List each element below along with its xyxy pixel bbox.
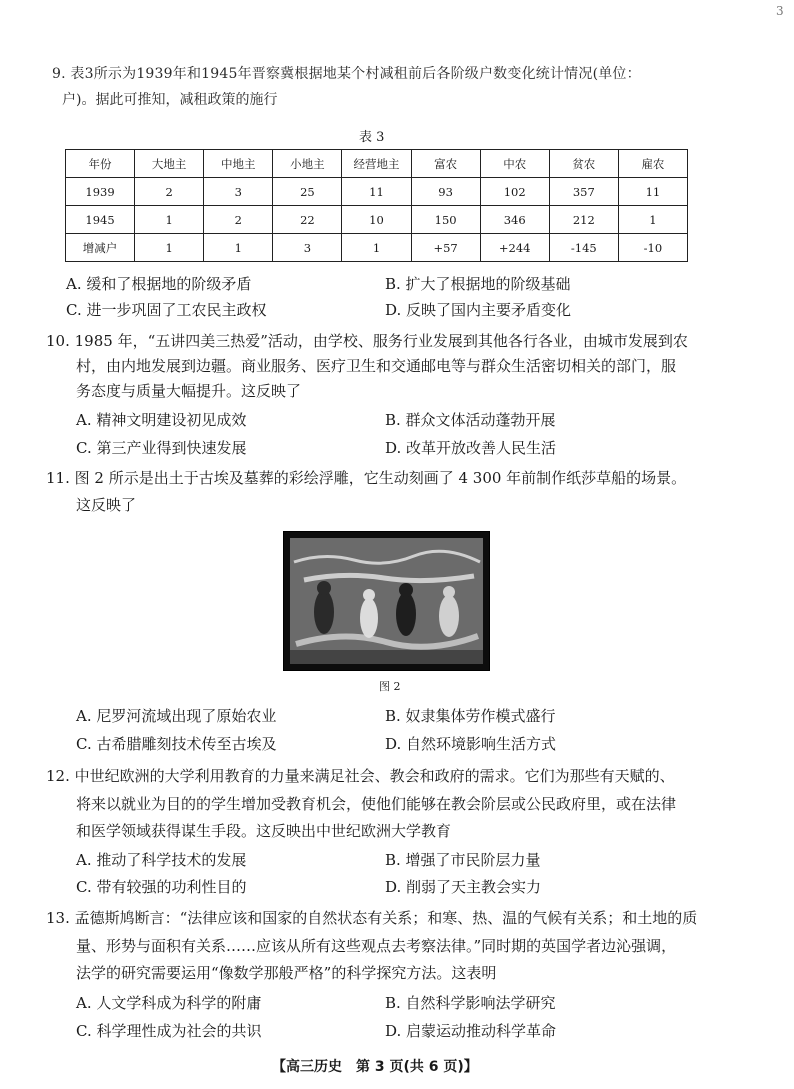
table-cell: 2 <box>135 178 204 206</box>
table-caption: 表 3 <box>359 130 385 145</box>
table-header-cell: 贫农 <box>549 150 618 178</box>
q10-stem-line3: 务态度与质量大幅提升。这反映了 <box>76 382 302 400</box>
table-cell: 1 <box>204 234 273 262</box>
q9-option-d[interactable]: D. 反映了国内主要矛盾变化 <box>385 301 572 319</box>
relief-figure <box>283 531 490 671</box>
q13-stem-line2: 量、形势与面积有关系……应该从所有这些观点去考察法律。”同时期的英国学者边沁强调， <box>76 937 677 955</box>
table-cell: 150 <box>411 206 480 234</box>
table-header-cell: 中农 <box>480 150 549 178</box>
table-cell: -145 <box>549 234 618 262</box>
table-header-cell: 中地主 <box>204 150 273 178</box>
q11-stem-line2: 这反映了 <box>76 496 137 514</box>
table-cell: 1 <box>135 234 204 262</box>
table-header-cell: 富农 <box>411 150 480 178</box>
q13-option-b[interactable]: B. 自然科学影响法学研究 <box>385 994 556 1012</box>
table-cell: 22 <box>273 206 342 234</box>
table-cell: 93 <box>411 178 480 206</box>
table-cell: 1 <box>618 206 687 234</box>
page-footer: 【高三历史 第 3 页(共 6 页)】 <box>272 1059 478 1075</box>
table-header-cell: 大地主 <box>135 150 204 178</box>
q11-option-a[interactable]: A. 尼罗河流域出现了原始农业 <box>76 707 277 725</box>
q9-stem-line2: 户)。据此可推知，减租政策的施行 <box>62 92 278 108</box>
table-header-cell: 年份 <box>66 150 135 178</box>
table-header-cell: 雇农 <box>618 150 687 178</box>
q9-stem-line1: 9. 表3所示为1939年和1945年晋察冀根据地某个村减租前后各阶级户数变化统计情况(单位： <box>52 66 641 82</box>
corner-mark: 3 <box>776 4 784 18</box>
table-row <box>66 178 688 206</box>
table-row <box>66 234 688 262</box>
q12-stem-line2: 将来以就业为目的的学生增加受教育机会，使他们能够在教会阶层或公民政府里，或在法律 <box>76 795 677 813</box>
relief-image <box>284 532 489 670</box>
q9-option-a[interactable]: A. 缓和了根据地的阶级矛盾 <box>66 275 252 293</box>
q10-stem-line2: 村，由内地发展到边疆。商业服务、医疗卫生和交通邮电等与群众生活密切相关的部门，服 <box>76 357 677 375</box>
table-cell: 1945 <box>66 206 135 234</box>
table-cell: 357 <box>549 178 618 206</box>
q12-option-d[interactable]: D. 削弱了天主教会实力 <box>385 878 542 896</box>
q9-option-c[interactable]: C. 进一步巩固了工农民主政权 <box>66 301 267 319</box>
table-header-cell: 小地主 <box>273 150 342 178</box>
q10-option-a[interactable]: A. 精神文明建设初见成效 <box>76 411 247 429</box>
table-cell: +244 <box>480 234 549 262</box>
table-cell: 212 <box>549 206 618 234</box>
q12-stem-line1: 12. 中世纪欧洲的大学利用教育的力量来满足社会、教会和政府的需求。它们为那些有天赋的、 <box>46 767 675 785</box>
q13-option-c[interactable]: C. 科学理性成为社会的共识 <box>76 1022 262 1040</box>
table-cell: 346 <box>480 206 549 234</box>
q13-option-a[interactable]: A. 人文学科成为科学的附庸 <box>76 994 262 1012</box>
q12-option-c[interactable]: C. 带有较强的功利性目的 <box>76 878 247 896</box>
table-cell: 增减户 <box>66 234 135 262</box>
table-cell: 1 <box>342 234 411 262</box>
q10-option-d[interactable]: D. 改革开放改善人民生活 <box>385 439 557 457</box>
table-header-cell: 经营地主 <box>342 150 411 178</box>
q10-option-c[interactable]: C. 第三产业得到快速发展 <box>76 439 247 457</box>
table-cell: 11 <box>618 178 687 206</box>
q10-option-b[interactable]: B. 群众文体活动蓬勃开展 <box>385 411 556 429</box>
table-cell: 25 <box>273 178 342 206</box>
q9-option-b[interactable]: B. 扩大了根据地的阶级基础 <box>385 275 571 293</box>
q11-option-d[interactable]: D. 自然环境影响生活方式 <box>385 735 557 753</box>
q11-stem-line1: 11. 图 2 所示是出土于古埃及墓葬的彩绘浮雕，它生动刻画了 4 300 年前制作纸莎草船的场景。 <box>46 469 687 487</box>
figure-caption: 图 2 <box>379 680 401 693</box>
q10-stem-line1: 10. 1985 年，“五讲四美三热爱”活动，由学校、服务行业发展到其他各行各业，由城市发展到农 <box>46 332 688 350</box>
table-cell: 2 <box>204 206 273 234</box>
table-cell: 11 <box>342 178 411 206</box>
q12-stem-line3: 和医学领域获得谋生手段。这反映出中世纪欧洲大学教育 <box>76 822 452 840</box>
table-cell: 1939 <box>66 178 135 206</box>
q13-stem-line1: 13. 孟德斯鸠断言：“法律应该和国家的自然状态有关系；和寒、热、温的气候有关系；和土地的质 <box>46 909 698 927</box>
q11-option-c[interactable]: C. 古希腊雕刻技术传至古埃及 <box>76 735 277 753</box>
table-row <box>66 206 688 234</box>
q12-option-a[interactable]: A. 推动了科学技术的发展 <box>76 851 247 869</box>
table-cell: 3 <box>204 178 273 206</box>
table-cell: 102 <box>480 178 549 206</box>
table-cell: +57 <box>411 234 480 262</box>
table-cell: 10 <box>342 206 411 234</box>
table-cell: -10 <box>618 234 687 262</box>
table-cell: 1 <box>135 206 204 234</box>
table-3 <box>65 149 688 262</box>
table-cell: 3 <box>273 234 342 262</box>
table-header-row <box>66 150 688 178</box>
q13-option-d[interactable]: D. 启蒙运动推动科学革命 <box>385 1022 557 1040</box>
q11-option-b[interactable]: B. 奴隶集体劳作模式盛行 <box>385 707 556 725</box>
q12-option-b[interactable]: B. 增强了市民阶层力量 <box>385 851 541 869</box>
q13-stem-line3: 法学的研究需要运用“像数学那般严格”的科学探究方法。这表明 <box>76 964 497 982</box>
